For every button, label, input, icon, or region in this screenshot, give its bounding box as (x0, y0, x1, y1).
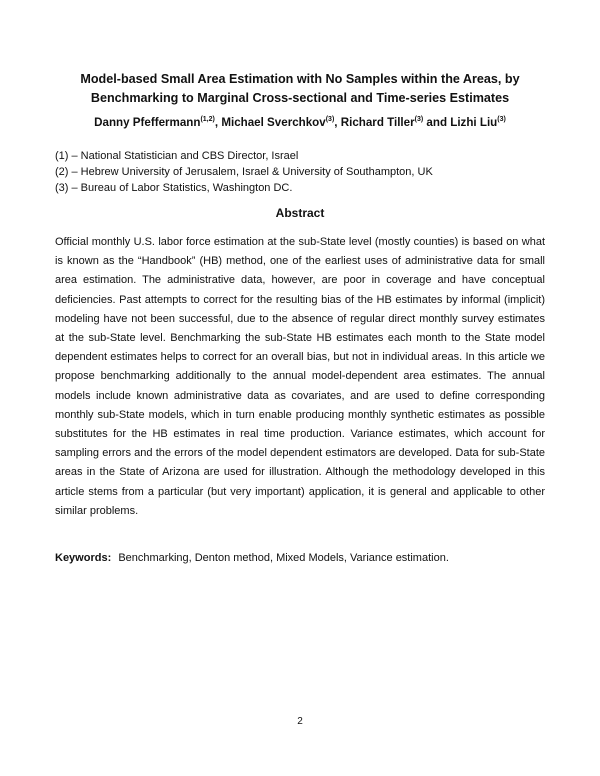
author: Danny Pfeffermann$^{(1,2)}$, (94, 116, 222, 129)
keywords-label: Keywords: (55, 552, 112, 564)
affiliation: (3) – Bureau of Labor Statistics, Washington DC. (55, 182, 293, 195)
author: Lizhi Liu$^{(3)}$ (450, 116, 506, 129)
abstract-heading: Abstract (275, 206, 325, 220)
author-list (40, 116, 560, 129)
keywords-line (55, 552, 545, 564)
affiliation: (1) – National Statistician and CBS Director, Israel (55, 150, 299, 162)
author: Michael Sverchkov$^{(3)}$, (221, 116, 341, 129)
page-number: 2 (297, 716, 303, 727)
affiliation-list (55, 148, 555, 197)
keywords-text: Benchmarking, Denton method, Mixed Models, Variance estimation. (118, 552, 449, 564)
paper-title: Model-based Small Area Estimation with No Samples within the Areas, by Benchmarking to Marginal Cross-sectional and Time-series Estimates (80, 72, 520, 105)
affiliation: (2) – Hebrew University of Jerusalem, Israel & University of Southampton, UK (55, 166, 433, 179)
abstract-body: Official monthly U.S. labor force estimation at the sub-State level (mostly counties) is based on what is known as the “Handbook” (HB) method, one of the earliest uses of administrative data for small area estimation. The administrative data, however, are poor in coverage and have conceptual deficiencies. Past attempts to correct for the resulting bias of the HB estimates by informal (implicit) modeling have not been successful, due to the absence of regular direct monthly survey estimates at the sub-State level. Benchmarking the sub-State HB estimates each month to the State model dependent estimates helps to correct for an overall bias, but not in individual areas. In this article we propose benchmarking additionally to the annual model-dependent area estimates. The annual models include known administrative data as covariates, and are used to define corresponding monthly sub-State models, which in turn enable producing monthly synthetic estimates as possible substitutes for the HB estimates in real time production. Variance estimates, which account for sampling errors and the errors of the model dependent estimators are developed. Data for sub-State areas in the State of Arizona are used for illustration. Although the methodology developed in this article stems from a particular (but very important) application, it is general and applicable to other similar problems. (55, 236, 545, 517)
author: Richard Tiller$^{(3)}$ and (340, 116, 451, 129)
